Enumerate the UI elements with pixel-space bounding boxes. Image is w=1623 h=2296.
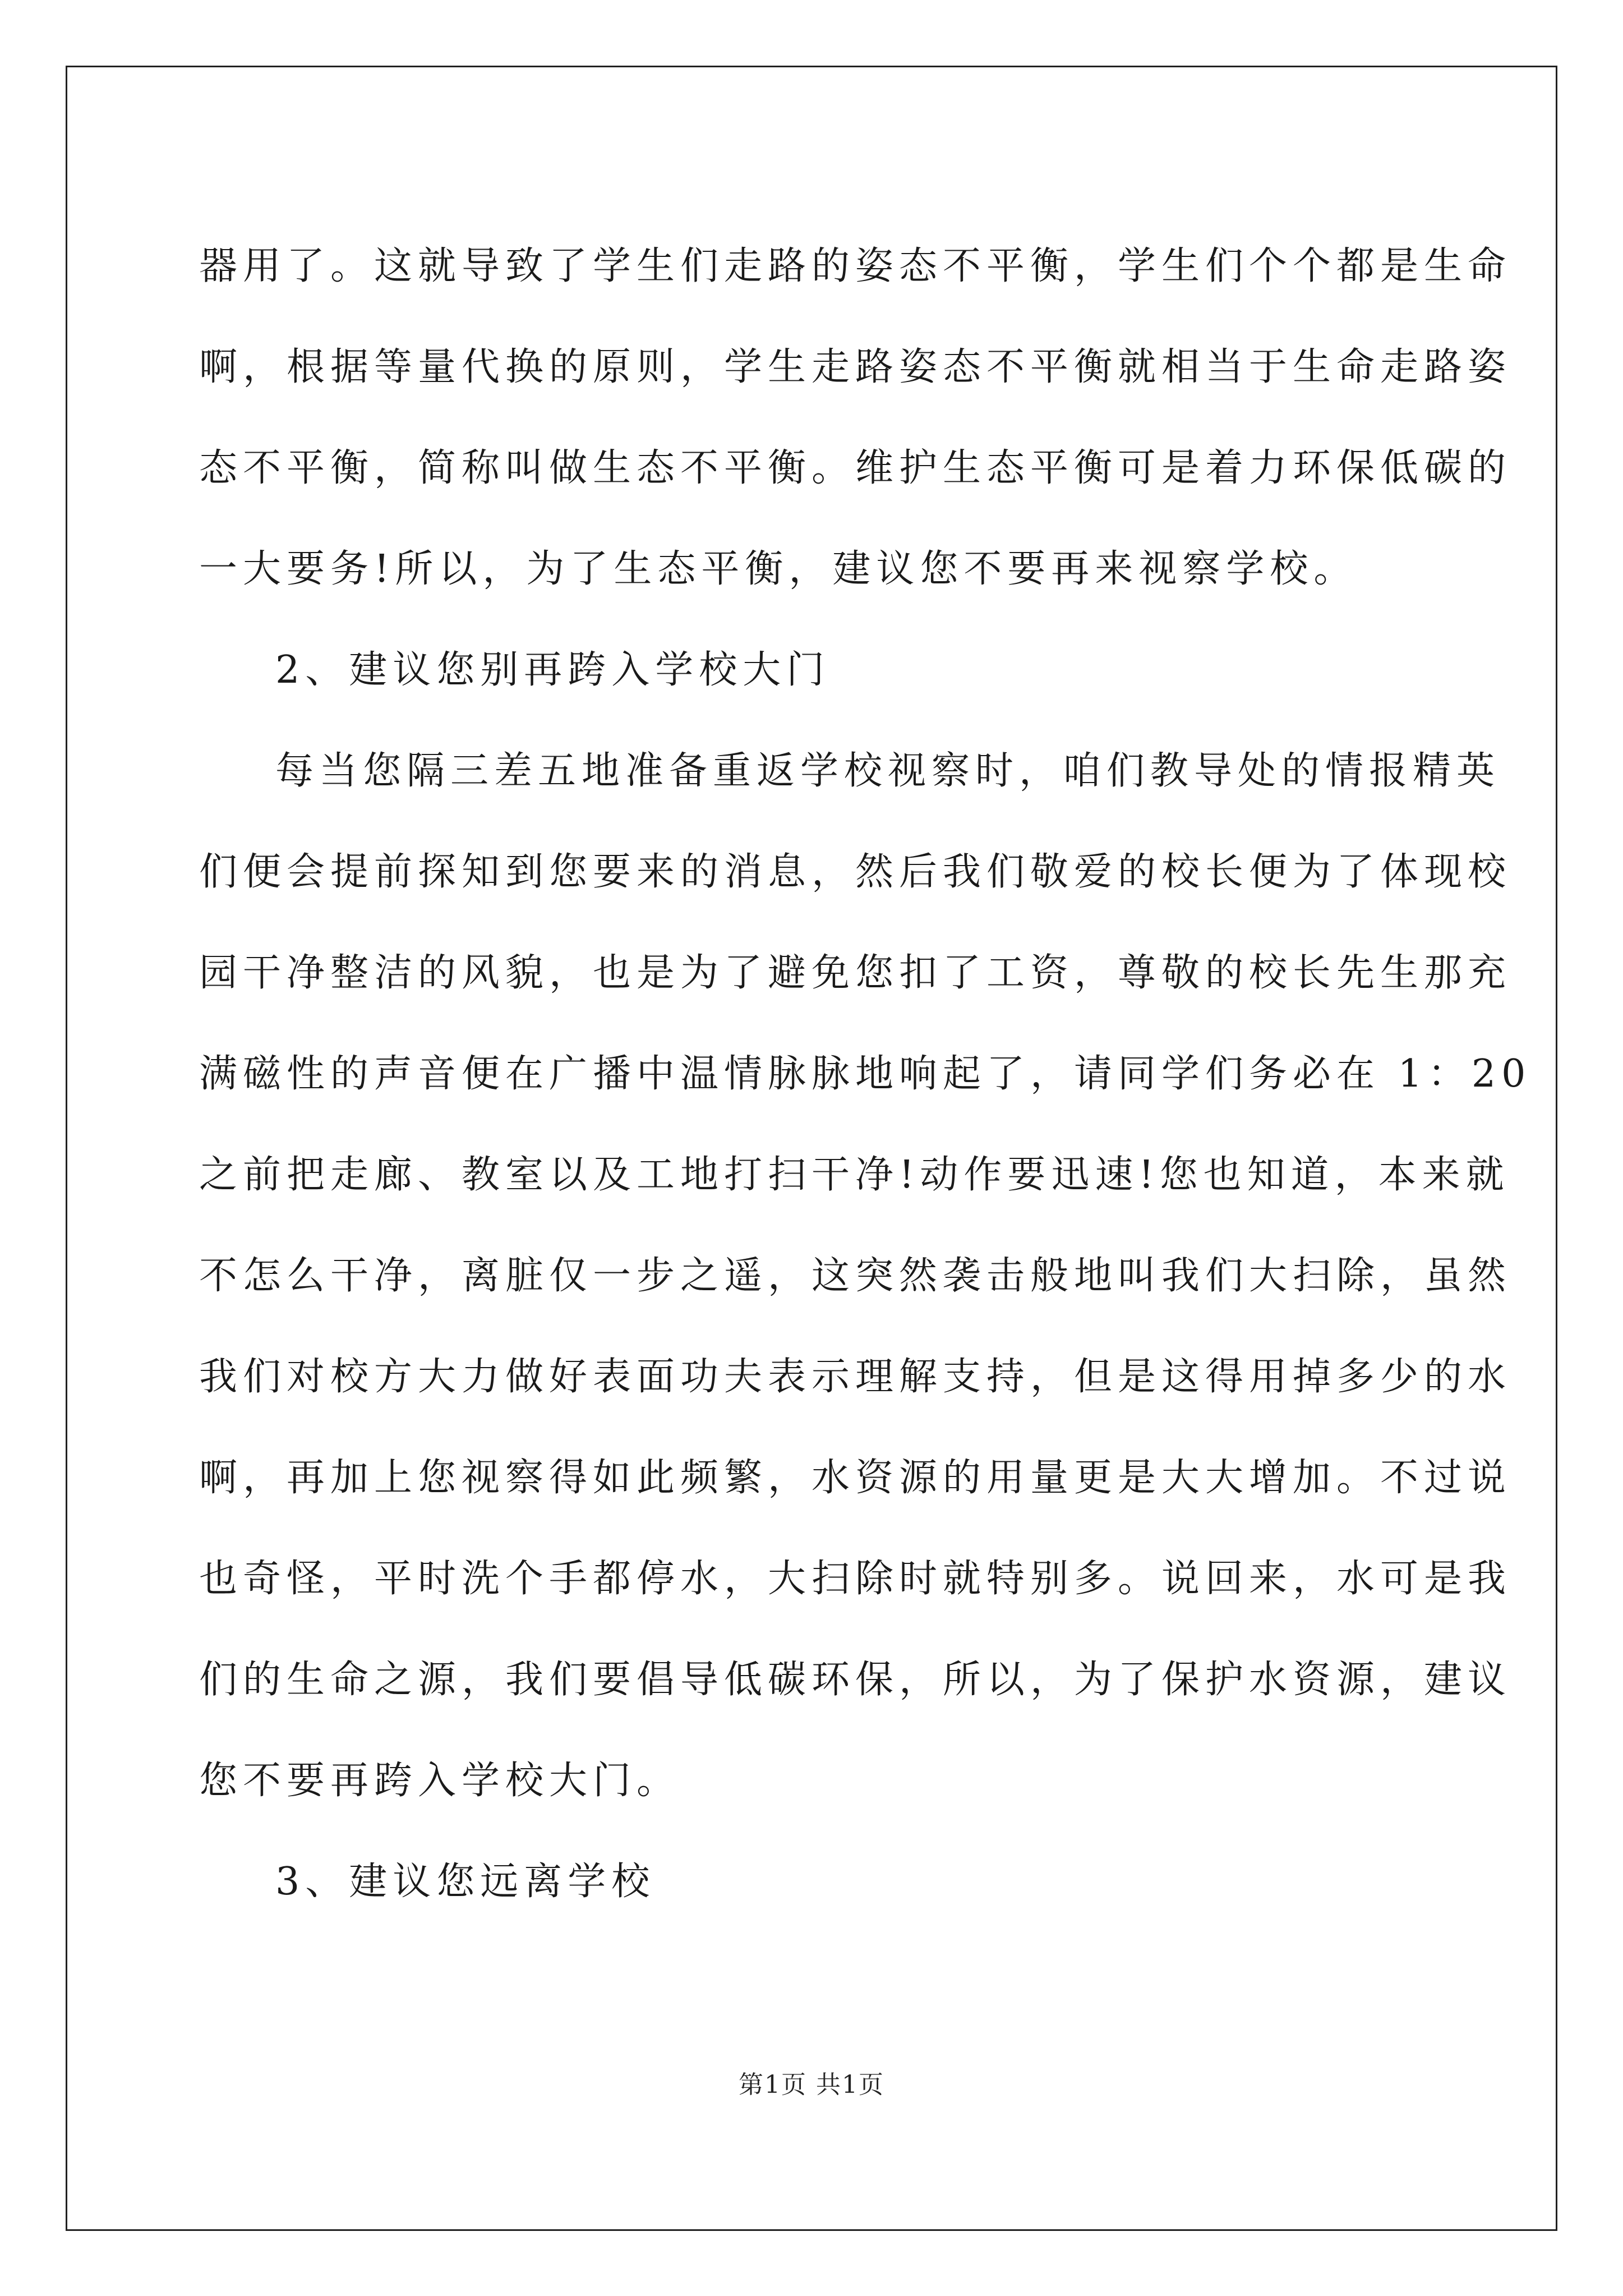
body-text-line: 啊，再加上您视察得如此频繁，水资源的用量更是大大增加。不过说	[199, 1456, 1512, 1500]
body-text-line: 我们对校方大力做好表面功夫表示理解支持，但是这得用掉多少的水	[199, 1355, 1512, 1399]
body-text-line: 之前把走廊、教室以及工地打扫干净!动作要迅速!您也知道，本来就	[199, 1153, 1510, 1197]
body-text-line: 们便会提前探知到您要来的消息，然后我们敬爱的校长便为了体现校	[199, 850, 1512, 894]
body-text-line: 一大要务!所以，为了生态平衡，建议您不要再来视察学校。	[199, 547, 1358, 591]
body-text-line: 您不要再跨入学校大门。	[199, 1759, 681, 1803]
body-text-line: 不怎么干净，离脏仅一步之遥，这突然袭击般地叫我们大扫除，虽然	[199, 1254, 1512, 1298]
body-text-line: 园干净整洁的风貌，也是为了避免您扣了工资，尊敬的校长先生那充	[199, 951, 1512, 995]
body-text-line: 器用了。这就导致了学生们走路的姿态不平衡，学生们个个都是生命	[199, 244, 1512, 288]
body-text-line: 每当您隔三差五地准备重返学校视察时，咱们教导处的情报精英	[275, 749, 1501, 793]
section-heading: 3、建议您远离学校	[275, 1860, 656, 1904]
document-body	[199, 216, 1532, 1932]
body-text-line: 也奇怪，平时洗个手都停水，大扫除时就特别多。说回来，水可是我	[199, 1557, 1512, 1601]
body-text-line: 们的生命之源，我们要倡导低碳环保，所以，为了保护水资源，建议	[199, 1658, 1512, 1702]
body-text-line: 态不平衡，简称叫做生态不平衡。维护生态平衡可是着力环保低碳的	[199, 446, 1512, 490]
body-text-line: 满磁性的声音便在广播中温情脉脉地响起了，请同学们务必在 1：20	[199, 1052, 1532, 1096]
page-footer: 第1页 共1页	[739, 2070, 884, 2099]
body-text-line: 啊，根据等量代换的原则，学生走路姿态不平衡就相当于生命走路姿	[199, 345, 1512, 389]
section-heading: 2、建议您别再跨入学校大门	[275, 648, 831, 692]
